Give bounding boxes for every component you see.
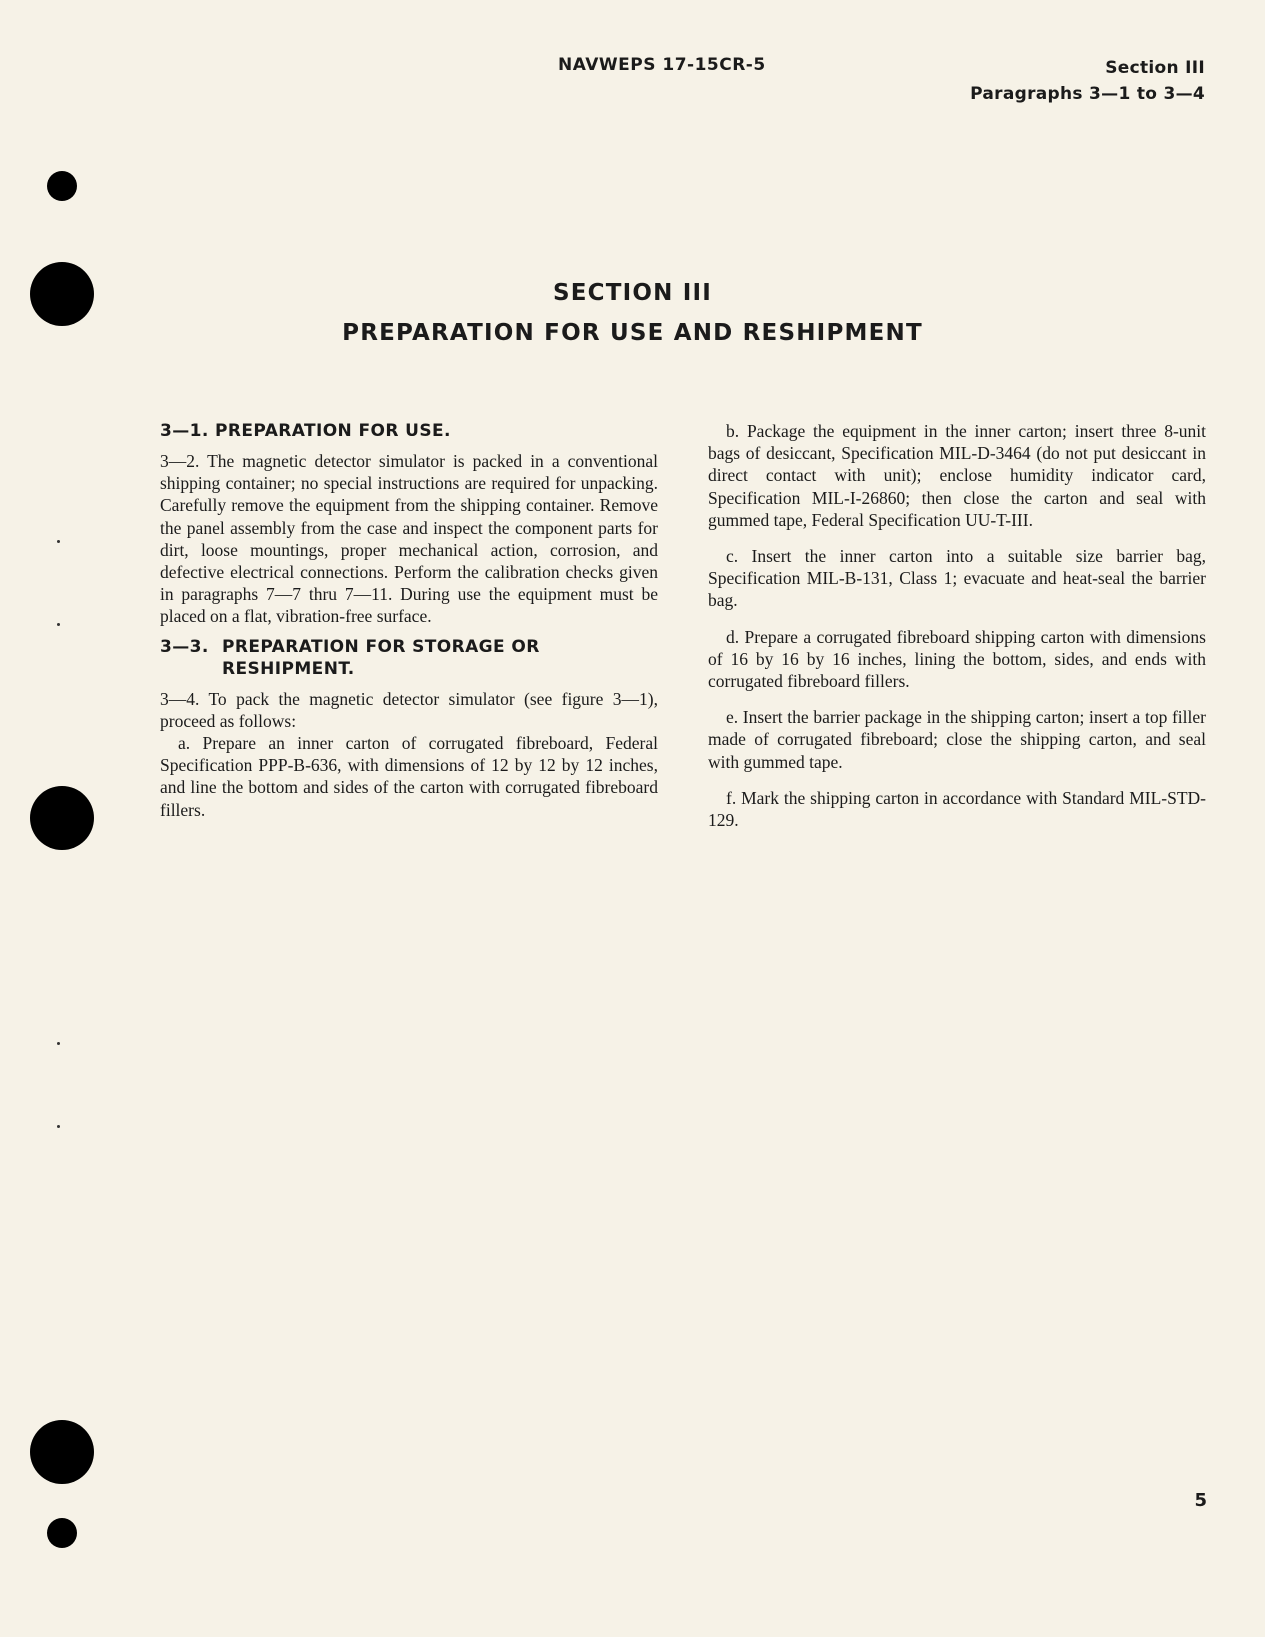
heading-number: 3—3. — [160, 636, 209, 657]
step-b: b. Package the equipment in the inner carton; insert three 8-unit bags of desiccant, Specification MIL-D-3464 (do not put desiccant in direct contact with unit); enclose humidity indicator card, Specification MIL-I-26860; then close the carton and seal with gummed tape, Federal Specification UU-T-III. — [708, 421, 1206, 530]
scan-speck — [57, 1042, 60, 1045]
heading-text: PREPARATION FOR STORAGE OR RESHIPMENT. — [222, 636, 540, 679]
punch-hole-4 — [30, 1420, 94, 1484]
scan-speck — [57, 623, 60, 626]
step-f: f. Mark the shipping carton in accordance with Standard MIL-STD-129. — [708, 787, 1206, 831]
step-c: c. Insert the inner carton into a suitable size barrier bag, Specification MIL-B-131, Class 1; evacuate and heat-seal the barrier bag. — [708, 546, 1206, 611]
punch-hole-3 — [30, 786, 94, 850]
step-a: a. Prepare an inner carton of corrugated fibreboard, Federal Specification PPP-B-636, with dimensions of 12 by 12 by 12 inches, and line the bottom and sides of the carton with corrugated fibreboard fillers. — [160, 733, 658, 820]
page-number: 5 — [1194, 1490, 1207, 1511]
scan-speck — [57, 540, 60, 543]
paragraph-3-4: 3—4. To pack the magnetic detector simulator (see figure 3—1), proceed as follows: — [160, 688, 658, 731]
punch-hole-5 — [47, 1518, 77, 1548]
section-title: SECTION III — [552, 280, 713, 306]
punch-hole-1 — [47, 171, 77, 201]
heading-preparation-for-storage — [160, 636, 658, 680]
step-e: e. Insert the barrier package in the shipping carton; insert a top filler made of corrugated fibreboard; close the shipping carton, and seal with gummed tape. — [708, 707, 1206, 772]
header-section-info — [970, 55, 1205, 107]
document-number: NAVWEPS 17-15CR-5 — [558, 55, 766, 75]
step-d: d. Prepare a corrugated fibreboard shipping carton with dimensions of 16 by 16 by 16 inches, lining the bottom, sides, and ends with corrugated fibreboard fillers. — [708, 626, 1206, 692]
header-paragraphs: Paragraphs 3—1 to 3—4 — [970, 84, 1205, 104]
right-column — [708, 420, 1206, 831]
header-section: Section III — [1105, 58, 1205, 78]
left-column — [160, 420, 658, 821]
heading-preparation-for-use: 3—1. PREPARATION FOR USE. — [160, 421, 451, 441]
scan-speck — [57, 1125, 60, 1128]
paragraph-3-2: 3—2. The magnetic detector simulator is packed in a conventional shipping container; no special instructions are required for unpacking. Carefully remove the equipment from the shipping container. Remove the panel assembly from the case and inspect the component parts for dirt, loose mountings, proper mechanical action, corrosion, and defective electrical connections. Perform the calibration checks given in paragraphs 7—7 thru 7—11. During use the equipment must be placed on a flat, vibration-free surface. — [160, 451, 658, 627]
section-subtitle: PREPARATION FOR USE AND RESHIPMENT — [342, 320, 923, 346]
